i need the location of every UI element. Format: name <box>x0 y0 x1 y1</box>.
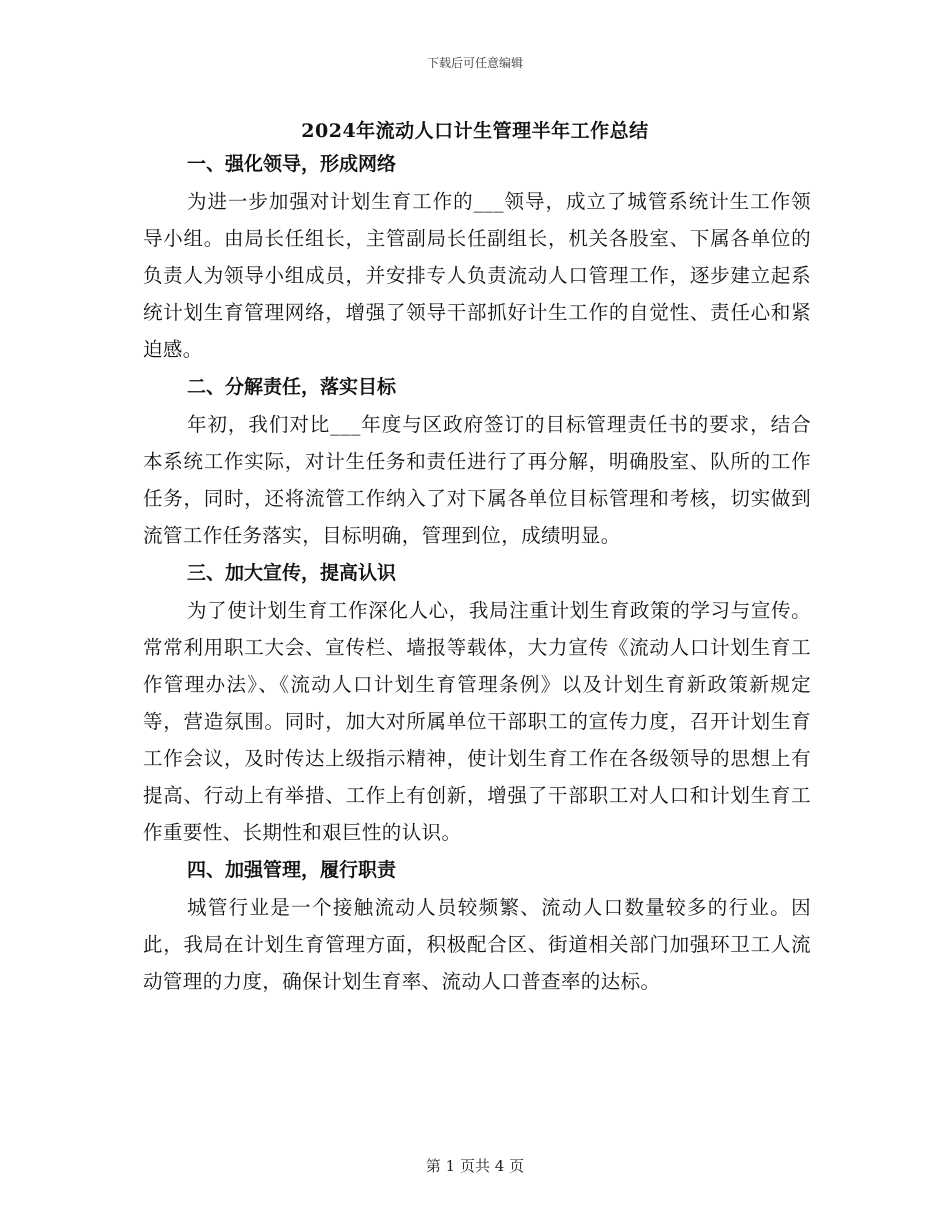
section-3 <box>143 554 811 851</box>
section-paragraph: 为了使计划生育工作深化人心，我局注重计划生育政策的学习与宣传。常常利用职工大会、宣传栏、墙报等载体，大力宣传《流动人口计划生育工作管理办法》、《流动人口计划生育管理条例》以及计划生育新政策新规定等，营造氛围。同时，加大对所属单位干部职工的宣传力度，召开计划生育工作会议，及时传达上级指示精神，使计划生育工作在各级领导的思想上有提高、行动上有举措、工作上有创新，增强了干部职工对人口和计划生育工作重要性、长期性和艰巨性的认识。 <box>143 599 811 844</box>
section-heading: 二、分解责任，落实目标 <box>187 376 397 398</box>
section-heading: 四、加强管理，履行职责 <box>187 859 397 881</box>
document-title: 2024年流动人口计生管理半年工作总结 <box>301 120 649 142</box>
section-2 <box>143 368 811 554</box>
section-paragraph: 年初，我们对比___年度与区政府签订的目标管理责任书的要求，结合本系统工作实际，对计生任务和责任进行了再分解，明确股室、队所的工作任务，同时，还将流管工作纳入了对下属各单位目标管理和考核，切实做到流管工作任务落实，目标明确，管理到位，成绩明显。 <box>143 413 811 547</box>
page-number: 第 1 页共 4 页 <box>425 1157 525 1175</box>
section-paragraph: 城管行业是一个接触流动人员较频繁、流动人口数量较多的行业。因此，我局在计划生育管理方面，积极配合区、街道相关部门加强环卫工人流动管理的力度，确保计划生育率、流动人口普查率的达标。 <box>143 896 811 993</box>
section-4 <box>143 851 811 1000</box>
section-paragraph: 为进一步加强对计划生育工作的___领导，成立了城管系统计生工作领导小组。由局长任组长，主管副局长任副组长，机关各股室、下属各单位的负责人为领导小组成员，并安排专人负责流动人口管理工作，逐步建立起系统计划生育管理网络，增强了领导干部抓好计生工作的自觉性、责任心和紧迫感。 <box>143 190 811 361</box>
header-note: 下载后可任意编辑 <box>426 56 523 70</box>
document-body <box>143 145 811 1000</box>
section-heading: 三、加大宣传，提高认识 <box>187 562 397 584</box>
section-heading: 一、强化领导，形成网络 <box>187 153 397 175</box>
section-1 <box>143 145 811 368</box>
